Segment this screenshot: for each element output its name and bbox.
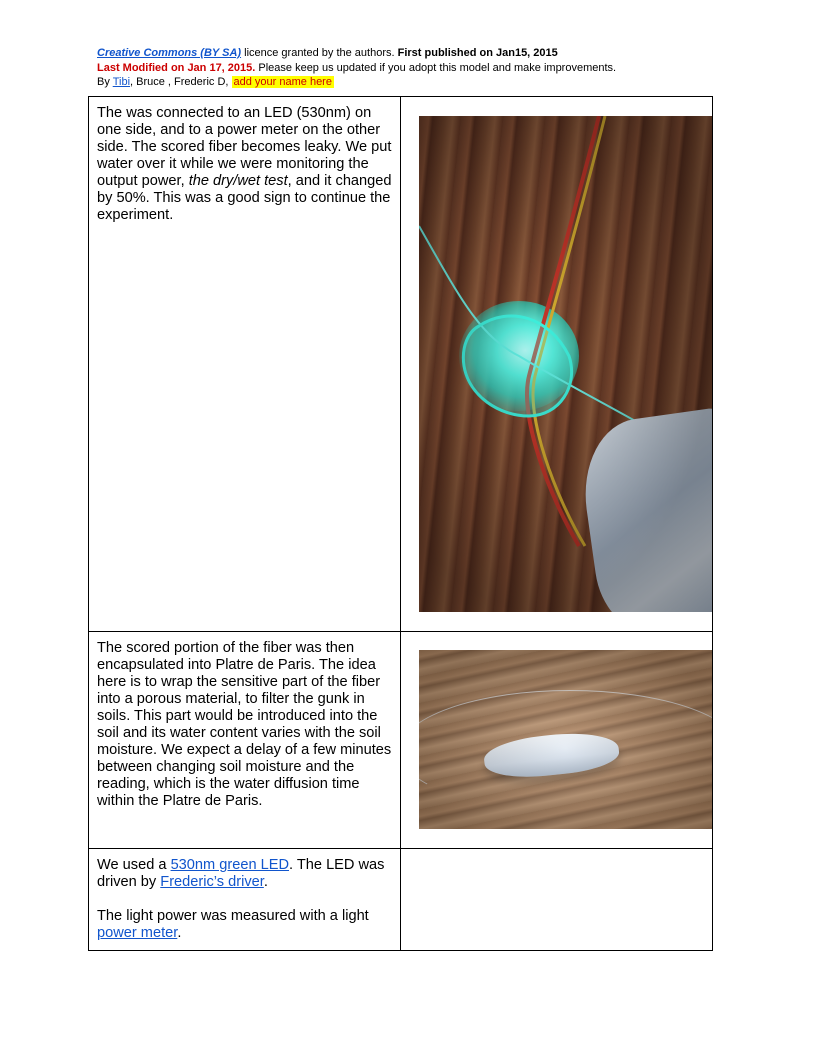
- creative-commons-link[interactable]: Creative Commons (BY SA): [97, 47, 242, 59]
- italic-term: the dry/wet test: [188, 173, 288, 189]
- document-header: [97, 46, 737, 90]
- by-label: By: [97, 76, 113, 88]
- photo-shade: [419, 650, 712, 829]
- table-row: [89, 97, 713, 632]
- text-span: , and it changed by 50%. This was a good sign to continue the experiment.: [97, 173, 392, 223]
- text-cell: [89, 97, 401, 632]
- text-span: The light power was measured with a light: [97, 908, 369, 924]
- text-cell: [89, 849, 401, 951]
- power-meter-link[interactable]: power meter: [97, 925, 178, 941]
- text-span: . The LED was driven by: [97, 857, 385, 890]
- text-span: We used a: [97, 857, 171, 873]
- image-cell: [401, 97, 713, 632]
- paragraph-platre-de-paris: The scored portion of the fiber was then encapsulated into Platre de Paris. The idea here is to wrap the sensitive part of the fiber into a porous material, to filter the gunk in soils. This part would be introduced into the soil and its water content varies with the soil moisture. We expect a delay of a few minutes between changing soil moisture and the reading, which is the water diffusion time within the Platre de Paris.: [97, 640, 392, 809]
- paragraph-dry-wet-test: [97, 105, 393, 224]
- green-led-link[interactable]: 530nm green LED: [170, 857, 290, 873]
- frederics-driver-link[interactable]: Frederic’s driver: [160, 874, 264, 890]
- encapsulated-fiber-photo: [419, 650, 712, 829]
- paragraph-power-meter: [97, 908, 393, 942]
- photo-shade: [419, 116, 712, 612]
- license-line: [97, 46, 737, 61]
- other-authors: , Bruce , Frederic D,: [130, 76, 232, 88]
- text-span: The was connected to an LED (530nm) on one side, and to a power meter on the other side. The scored fiber becomes leaky. We put water over it while we were monitoring the output power,: [97, 105, 392, 189]
- text-cell: [89, 632, 401, 849]
- last-modified: Last Modified on Jan 17, 2015.: [97, 61, 256, 74]
- keep-updated-text: Please keep us updated if you adopt this model and make improvements.: [255, 61, 617, 74]
- authors-line: [97, 75, 737, 90]
- paragraph-led: [97, 857, 393, 891]
- text-span: .: [177, 925, 182, 941]
- first-published: First published on Jan15, 2015: [397, 47, 558, 59]
- table-row: [89, 849, 713, 951]
- licence-text: licence granted by the authors.: [241, 47, 398, 59]
- table-row: [89, 632, 713, 849]
- text-span: .: [263, 874, 268, 890]
- empty-cell: [401, 849, 713, 951]
- image-cell: [401, 632, 713, 849]
- glowing-fiber-photo: [419, 116, 712, 612]
- modified-line: [97, 61, 737, 76]
- content-table: [88, 96, 713, 951]
- author-tibi-link[interactable]: Tibi: [112, 76, 131, 88]
- add-name-highlight: add your name here: [233, 76, 332, 88]
